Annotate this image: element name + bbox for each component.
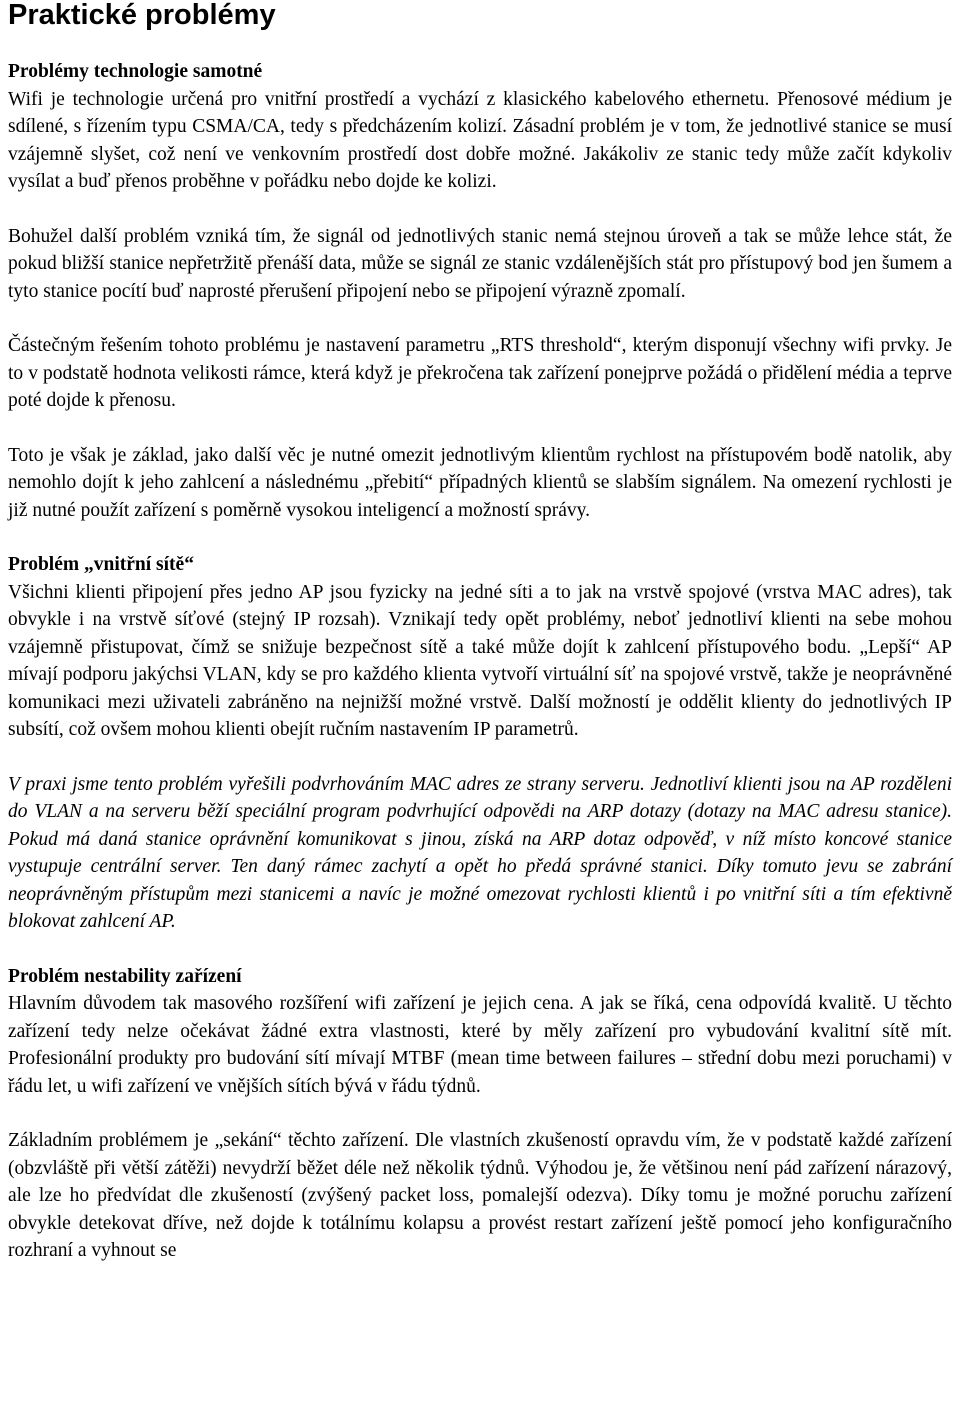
section-heading: Problémy technologie samotné	[8, 61, 263, 82]
section-internal-network	[8, 551, 952, 936]
paragraph-spacer	[8, 1100, 952, 1127]
section-spacer	[8, 524, 952, 551]
section-heading: Problém nestability zařízení	[8, 965, 242, 987]
paragraph-spacer	[8, 744, 952, 771]
paragraph-spacer	[8, 415, 952, 442]
section-device-instability	[8, 963, 952, 1265]
page-title: Praktické problémy	[8, 0, 276, 31]
paragraph: Částečným řešením tohoto problému je nastavení parametru „RTS threshold“, kterým disponují všechny wifi prvky. Je to v podstatě hodnota velikosti rámce, která když je překročena tak zařízení ponejprve požádá o přidělení média a teprve poté dojde k přenosu.	[8, 335, 952, 411]
section-heading: Problém „vnitřní sítě“	[8, 554, 194, 575]
section-spacer	[8, 936, 952, 963]
paragraph-spacer	[8, 305, 952, 332]
paragraph: Wifi je technologie určená pro vnitřní prostředí a vychází z klasického kabelového ethernetu. Přenosové médium je sdílené, s řízením typu CSMA/CA, tedy s předcházením kolizí. Zásadní problém je v tom, že jednotlivé stanice se musí vzájemně slyšet, což není ve venkovním prostředí dost dobře možné. Jakákoliv ze stanic tedy může začít kdykoliv vysílat a buď přenos proběhne v pořádku nebo dojde ke kolizi.	[8, 88, 952, 192]
paragraph: Toto je však je základ, jako další věc je nutné omezit jednotlivým klientům rychlost na přístupovém bodě natolik, aby nemohlo dojít k jeho zahlcení a následnému „přebití“ případných klientů se slabším signálem. Na omezení rychlosti je již nutné použít zařízení s poměrně vysokou inteligencí a možností správy.	[8, 444, 952, 521]
paragraph: Bohužel další problém vzniká tím, že signál od jednotlivých stanic nemá stejnou úroveň a tak se může lehce stát, že pokud bližší stanice nepřetržitě přenáší data, může se signál ze stanic vzdálenějších stát pro přístupový bod jen šumem a tyto stanice pocítí buď naprosté přerušení připojení nebo se připojení výrazně zpomalí.	[8, 225, 952, 302]
paragraph: Hlavním důvodem tak masového rozšíření wifi zařízení je jejich cena. A jak se říká, cena odpovídá kvalitě. U těchto zařízení tedy nelze očekávat žádné extra vlastnosti, které by měly zařízení pro vybudování kvalitní sítě mít. Profesionální produkty pro budování sítí mívají MTBF (mean time between failures – střední dobu mezi poruchami) v řádu let, u wifi zařízení ve vnějších sítích bývá v řádu týdnů.	[8, 993, 952, 1097]
italic-paragraph: V praxi jsme tento problém vyřešili podvrhováním MAC adres ze strany serveru. Jednotliví klienti jsou na AP rozděleni do VLAN a na serveru běží speciální program podvrhující odpovědi na ARP dotazy (dotazy na MAC adresu stanice). Pokud má daná stanice oprávnění komunikovat s jinou, získá na ARP dotaz odpověď, v níž místo koncové stanice vystupuje centrální server. Ten daný rámec zachytí a opět ho předá správné stanici. Díky tomuto jevu se zabrání neoprávněným přístupům mezi stanicemi a navíc je možné omezovat rychlosti klientů i po vnitřní síti a tím efektivně blokovat zahlcení AP.	[8, 773, 952, 932]
paragraph: Všichni klienti připojení přes jedno AP jsou fyzicky na jedné síti a to jak na vrstvě spojové (vrstva MAC adres), tak obvykle i na vrstvě síťové (stejný IP rozsah). Vznikají tedy opět problémy, neboť jednotliví klienti na sebe mohou vzájemně přistupovat, čímž se snižuje bezpečnost sítě a také může dojít k zahlcení přístupového bodu. „Lepší“ AP mívají podporu jakýchsi VLAN, kdy se pro každého klienta vytvoří virtuální síť na spojové vrstvě, takže je neoprávněné komunikaci mezi uživateli zabráněno na nejnižší možné vrstvě. Další možností je oddělit klienty do jednotlivých IP subsítí, což ovšem mohou klienti obejít ručním nastavením IP parametrů.	[8, 581, 952, 740]
paragraph-spacer	[8, 196, 952, 223]
paragraph: Základním problémem je „sekání“ těchto zařízení. Dle vlastních zkušeností opravdu vím, že v podstatě každé zařízení (obzvláště při větší zátěži) nevydrží běžet déle než několik týdnů. Výhodou je, že většinou není pád zařízení nárazový, ale lze ho předvídat dle zkušeností (zvýšený packet loss, pomalejší odezva). Díky tomu je možné poruchu zařízení obvykle detekovat dříve, než dojde k totálnímu kolapsu a provést restart zařízení ještě pomocí jeho konfiguračního rozhraní a vyhnout se	[8, 1130, 952, 1261]
section-technology-problems	[8, 58, 952, 524]
